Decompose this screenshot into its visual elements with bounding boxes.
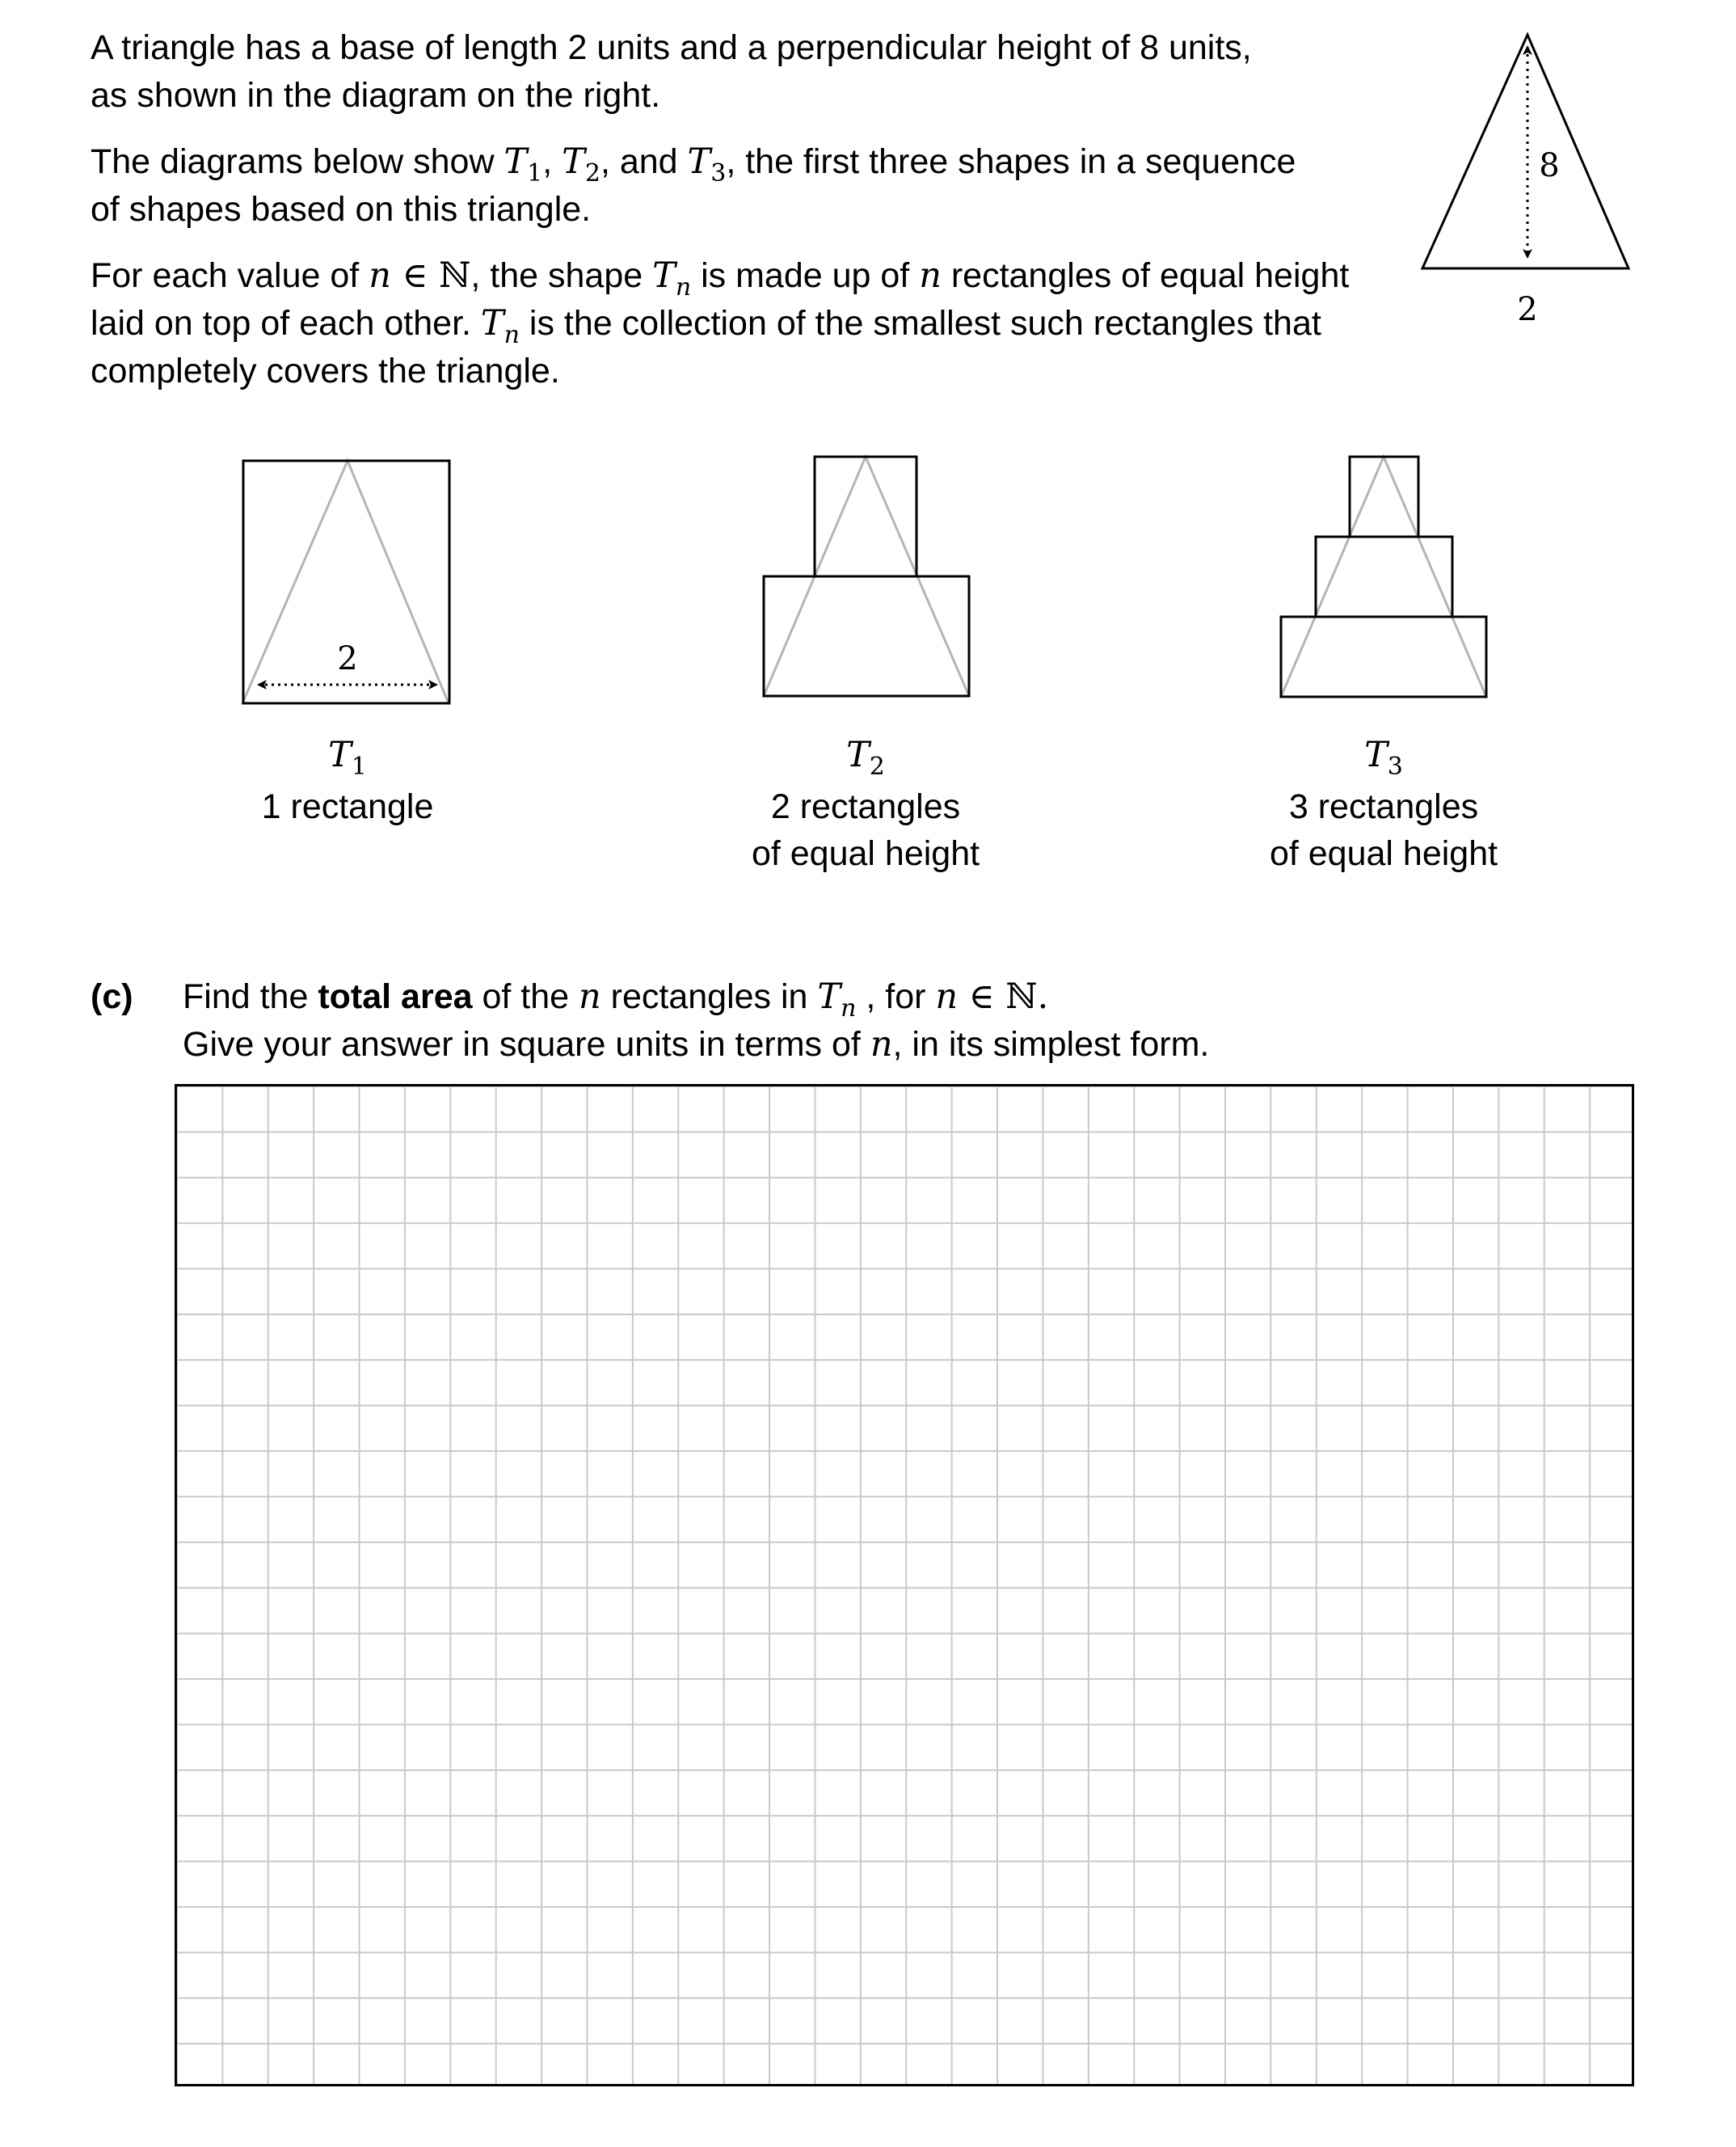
math-T: T (480, 303, 504, 344)
math-T: T (846, 735, 870, 775)
t1-base-label: 2 (337, 640, 358, 677)
intro-paragraph-2-line-2: of shapes based on this triangle. (91, 190, 592, 229)
math-T: T (652, 255, 676, 296)
text: For each value of (91, 256, 369, 295)
math-T: T (328, 735, 352, 775)
text-bold: total area (318, 977, 473, 1016)
math-n: n (919, 255, 942, 296)
question-line-2 (183, 1021, 1209, 1069)
text: is made up of (691, 256, 920, 295)
text: , in its simplest form. (892, 1025, 1210, 1064)
reference-triangle (1422, 35, 1629, 268)
shape-T2-caption-line-1: 2 rectangles (770, 787, 961, 826)
math-sub: n (504, 321, 520, 349)
reference-base-label: 2 (1517, 291, 1538, 328)
shape-T3-symbol (1364, 732, 1403, 791)
text: , the shape (470, 256, 653, 295)
math-sub: 3 (1387, 753, 1403, 781)
shape-T1-symbol (328, 732, 367, 791)
question-part-label: (c) (91, 977, 133, 1016)
shape-T2-symbol (846, 732, 885, 791)
math-n: n (369, 255, 391, 296)
text: rectangles of equal height (941, 256, 1350, 295)
shape-T2-caption-line-2: of equal height (751, 834, 980, 873)
answer-grid[interactable] (175, 1084, 1634, 2086)
shape-T3-diagram (1281, 457, 1486, 697)
math-sub: 2 (869, 753, 885, 781)
math-T: T (504, 141, 528, 182)
shape-T1-caption: 1 rectangle (261, 787, 434, 826)
shape-T3-caption-line-1: 3 rectangles (1288, 787, 1479, 826)
math-sub: 3 (710, 159, 727, 188)
math-n: n (870, 1024, 893, 1065)
text: is the collection of the smallest such rectangles that (519, 304, 1321, 343)
text: , and (600, 142, 688, 181)
text: Find the (183, 977, 318, 1016)
intro-paragraph-3-line-3: completely covers the triangle. (91, 352, 560, 390)
math-sub: n (675, 273, 692, 302)
math-sub: n (841, 994, 857, 1023)
math-in-naturals: ∈ ℕ. (958, 976, 1049, 1017)
text: , for (856, 977, 936, 1016)
math-T: T (1364, 735, 1388, 775)
math-sub: 1 (351, 753, 367, 781)
text: The diagrams below show (91, 142, 504, 181)
math-T: T (687, 141, 711, 182)
shape-T3-caption-line-2: of equal height (1269, 834, 1498, 873)
math-n: n (935, 976, 959, 1017)
text: Give your answer in square units in terms of (183, 1025, 870, 1064)
text: , the first three shapes in a sequence (726, 142, 1296, 181)
text: , (542, 142, 563, 181)
intro-line-2: as shown in the diagram on the right. (91, 76, 661, 115)
math-in-naturals: ∈ ℕ (390, 255, 471, 296)
intro-line-1: A triangle has a base of length 2 units and a perpendicular height of 8 units, (91, 28, 1252, 67)
math-sub: 2 (584, 159, 600, 188)
text: rectangles in (600, 977, 818, 1016)
math-n: n (579, 976, 601, 1017)
math-T: T (817, 976, 841, 1017)
reference-height-label: 8 (1539, 147, 1560, 184)
text: of the (472, 977, 579, 1016)
shape-T2-diagram (764, 457, 969, 696)
math-sub: 1 (527, 159, 543, 188)
text: laid on top of each other. (91, 304, 481, 343)
math-T: T (562, 141, 585, 182)
